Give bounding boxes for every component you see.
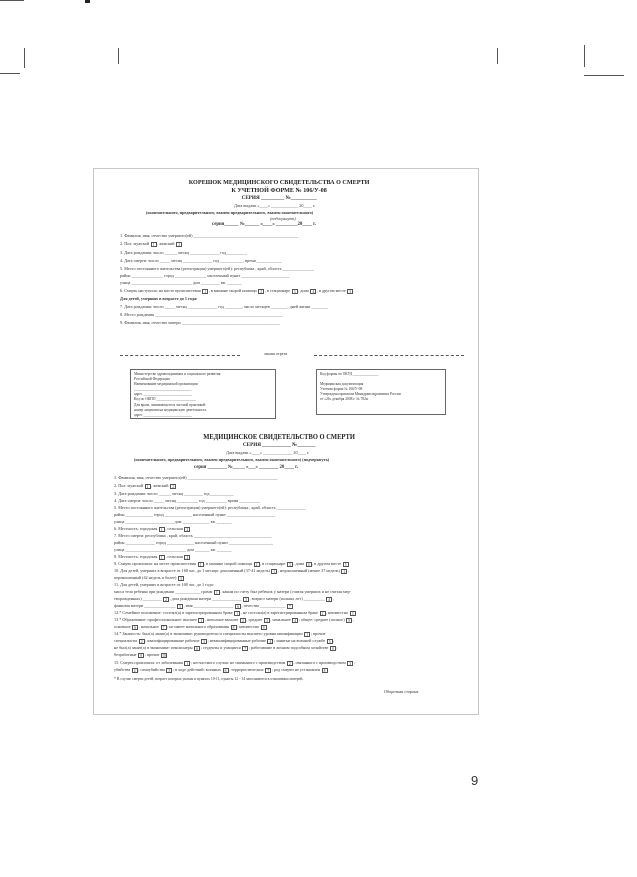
- main-line-14b: специалисты 2 ; квалифицированные рабочие 3 ; неквалифицированные рабочие 4 ; занятые на военной службе 5 ;: [114, 638, 335, 644]
- code-box: 2: [139, 639, 145, 644]
- main-line-5b: район _____________ город _____________ населенный пункт _______________________: [114, 512, 276, 517]
- code-box: 2: [170, 484, 176, 489]
- stamp-right-line: от «26» декабря 2008 г. № 782н: [320, 397, 368, 401]
- code-box: 4: [132, 668, 138, 673]
- stamp-left-line: адрес ___________________________: [134, 392, 192, 396]
- stamp-left-line: Министерство здравоохранения и социального развития: [134, 372, 221, 376]
- crop-mark-left-vertical: [24, 48, 25, 68]
- main-line-5: 5. Место постоянного жительства (регистрации) умершего(ей): республика , край, область ______________: [114, 505, 306, 510]
- stamp-right-line: Код формы по ОКУД ______________: [320, 372, 379, 376]
- code-box: 4: [310, 289, 316, 294]
- crop-mark-inner-left: [118, 48, 119, 64]
- code-box: 7: [287, 604, 293, 609]
- code-box: 1: [198, 618, 204, 623]
- stub-line-7: 7. Дата рождения: число _____ месяц ______________ год ________, число месяцев ________, дней жизни ________: [120, 304, 329, 309]
- crop-mark-top-left: [0, 0, 24, 1]
- crop-mark-inner-right: [497, 48, 498, 64]
- main-line-11c: творожденных) _________ 2 , дата рождения матери ______________ 3 , возраст матери (полных лет) __________ 4 ,: [114, 596, 334, 602]
- code-box: 3: [243, 597, 249, 602]
- code-box: 2: [176, 242, 182, 247]
- page-number: 9: [471, 773, 479, 788]
- stamp-left-line: адрес ___________________________: [134, 413, 192, 417]
- stamp-left-line: Для врача, занимающегося частной практикой:: [134, 403, 207, 407]
- stamp-left-line: Код по ОКПО ______________________: [134, 397, 196, 401]
- main-title: МЕДИЦИНСКОЕ СВИДЕТЕЛЬСТВО О СМЕРТИ: [203, 434, 355, 441]
- code-box: 1: [145, 484, 151, 489]
- code-box: 2: [163, 597, 169, 602]
- code-box: 1: [304, 632, 310, 637]
- stub-line-5: 5. Место постоянного жительства (регистрации) умершего(ей): республика , край, область _______________: [120, 266, 314, 271]
- code-box: 4: [326, 597, 332, 602]
- crop-mark-right: [584, 75, 624, 76]
- code-box: 1: [159, 527, 165, 532]
- stub-series: СЕРИЯ _________ №__________: [241, 195, 317, 201]
- code-box: 8: [322, 668, 328, 673]
- cut-line-right: [314, 355, 464, 356]
- main-line-14c: не был(а) занят(а) в экономике: пенсионеры 6 ; студенты и учащиеся 7 ; работавшие в личном подсобном хозяйстве 8 ;: [114, 645, 338, 651]
- crop-mark-top-center: [85, 0, 90, 3]
- stub-line-6: 6. Смерть наступила: на месте происшествия 1 , в машине скорой помощи 2 , в стационаре 3 , дома 4 , в другом месте 5: [120, 288, 354, 294]
- code-box: 1: [234, 611, 240, 616]
- stamp-left-line: ________________________________: [134, 387, 192, 391]
- code-box: 4: [292, 618, 298, 623]
- main-line-13b: основное 6 , начальное 7 ; не имеет начального образования 8 ; неизвестно 9: [114, 624, 267, 630]
- code-box: 5: [346, 618, 352, 623]
- stub-line-5b: район _______________ город _______________ населенный пункт _______________________: [120, 273, 290, 278]
- code-box: 8: [231, 625, 237, 630]
- code-box: 5: [347, 289, 353, 294]
- stamp-left-line: Российской Федерации: [134, 377, 170, 381]
- code-box: 1: [198, 562, 204, 567]
- stub-line-1: 1. Фамилия, имя, отчество умершего(ей) __________________________________________________: [120, 233, 299, 238]
- main-kind: (окончательного, предварительного, взамен предварительного, взамен окончательного) (подчеркнуть): [134, 457, 330, 462]
- stub-line-4: 4. Дата смерти: число _____ месяц ______________ год ___________, время ____________: [120, 258, 282, 263]
- code-box: 5: [166, 668, 172, 673]
- code-box: 3: [178, 576, 184, 581]
- code-box: 1: [202, 289, 208, 294]
- stub-line-2: 2. Пол: мужской 1 , женский 2: [120, 241, 183, 247]
- stub-line-8: 8. Место рождения _____________________________________________________________: [120, 312, 283, 317]
- main-line-7c: улица _____________________________ дом _______ кв. _______: [114, 547, 232, 552]
- main-line-7b: район ______________ город _____________ населенный пункт _____________________: [114, 540, 273, 545]
- main-line-11: 11. Для детей, умерших в возрасте от 168 час. до 1 года:: [114, 582, 214, 587]
- main-line-10: 10. Для детей, умерших в возрасте от 168 час. до 1 месяца: доношенный (37-41 недель) 1 , недоношенный (менее 37 недель) 2 ,: [114, 568, 349, 574]
- code-box: 3: [347, 661, 353, 666]
- main-line-6: 6. Местность: городская 1 , сельская 2: [114, 526, 191, 532]
- stub-line-3: 3. Дата рождения: число ______ месяц ______________ год__________: [120, 250, 247, 255]
- code-box: 3: [292, 289, 298, 294]
- stub-subtitle: К УЧЕТНОЙ ФОРМЕ № 106/У-08: [231, 187, 327, 194]
- code-box: 2: [254, 562, 260, 567]
- main-series: СЕРИЯ ___________ №_______: [242, 442, 316, 448]
- code-box: 10: [162, 653, 166, 658]
- stub-series-2: серия______ №______ «____» _________20____ г.: [212, 222, 316, 227]
- main-line-9: 9. Смерть произошла: на месте происшествия 1 , в машине скорой помощи 2 , в стационаре 3 , дома 4 , в другом месте 5: [114, 561, 349, 567]
- code-box: 6: [132, 625, 138, 630]
- stub-line-9: 9. Фамилия, имя, отчество матери _______________________________________________: [120, 320, 281, 325]
- main-line-12: 12.* Семейное положение: состоял(а) в зарегистрированном браке 1 , не состоял(а) в зарегистрированном браке 2 , неизвестно 3: [114, 610, 356, 616]
- code-box: 2: [341, 569, 347, 574]
- code-box: 5: [177, 604, 183, 609]
- stub-title: КОРЕШОК МЕДИЦИНСКОГО СВИДЕТЕЛЬСТВА О СМЕРТИ: [188, 179, 370, 186]
- code-box: 3: [264, 618, 270, 623]
- main-line-8: 8. Местность: городская 1 , сельская 2: [114, 554, 191, 560]
- code-box: 5: [343, 562, 349, 567]
- main-line-14: 14.* Занятость: был(а) занят(а) в экономике: руководители и специалисты высшего уровня квалификации 1 ; прочие: [114, 631, 326, 637]
- main-line-15b: убийства 4 ; самоубийства 5 ; в ходе действий: военных 6 , террористических 7 ; род смерти не установлен 8: [114, 667, 328, 673]
- crop-mark-right-vertical: [584, 45, 585, 67]
- code-box: 1: [214, 590, 220, 595]
- main-line-1: 1. Фамилия, имя, отчество умершего(ей) ___________________________________________: [114, 475, 278, 480]
- code-box: 9: [138, 653, 144, 658]
- main-line-13: 13.* Образование: профессиональное: высшее 1 , неполное высшее 2 , среднее 3 , начальное 4 ; общее: среднее (полное) 5 ,: [114, 617, 354, 623]
- main-series-2: серия ________ №_____ «___» ________ 20____ г.: [194, 465, 298, 470]
- stub-children-heading: Для детей, умерших в возрасте до 1 года:: [120, 296, 198, 301]
- code-box: 8: [330, 646, 336, 651]
- stub-line-5c: улица _____________________________ дом _________ кв. _______: [120, 280, 242, 285]
- code-box: 1: [271, 569, 277, 574]
- cut-line-label: линия отреза: [264, 351, 288, 356]
- stamp-right-line: Учетная форма № 106/У-08: [320, 387, 363, 391]
- cut-line-left: [120, 355, 240, 356]
- stamp-left-line: номер лицензии на медицинскую деятельность: [134, 408, 207, 412]
- code-box: 2: [287, 661, 293, 666]
- code-box: 7: [161, 625, 167, 630]
- code-box: 4: [306, 562, 312, 567]
- code-box: 5: [327, 639, 333, 644]
- main-issue-date: Дата выдачи «____» ______________ 20____ г.: [226, 450, 310, 455]
- code-box: 2: [240, 618, 246, 623]
- code-box: 3: [201, 639, 207, 644]
- code-box: 4: [267, 639, 273, 644]
- stub-kind-hint: (подчеркнуть): [270, 216, 296, 221]
- death-certificate-sheet: [93, 168, 479, 715]
- code-box: 2: [184, 527, 190, 532]
- code-box: 2: [184, 555, 190, 560]
- main-footnote: * В случае смерти детей, возраст которых указан в пунктах 10-11, пункты 12 - 14 заполняются в отношении матерей.: [114, 677, 304, 681]
- main-line-2: 2. Пол: мужской 1 , женский 2: [114, 483, 177, 489]
- code-box: 6: [194, 646, 200, 651]
- code-box: 3: [287, 562, 293, 567]
- code-box: 2: [258, 289, 264, 294]
- main-line-7: 7. Место смерти: республика , край, область _____________________________________: [114, 533, 272, 538]
- main-line-4: 4. Дата смерти: число _____ месяц __________ год __________ время __________: [114, 498, 261, 503]
- main-line-10b: переношенный (42 недель и более) 3: [114, 575, 184, 581]
- stamp-left-line: Наименование медицинской организации: [134, 382, 198, 386]
- code-box: 1: [151, 242, 157, 247]
- main-line-5c: улица _______________________ дом _____________ кв. _______: [114, 519, 232, 524]
- main-line-15: 15. Смерть произошла: от заболевания 1 ; несчастного случая: не связанного с производством 2 , связанного с производством 3 ;: [114, 660, 355, 666]
- main-line-11b: масса тела ребенка при рождении ____________ грамм 1 , каким по счету был ребенок у матери (считая умерших и не считая мер-: [114, 589, 352, 595]
- crop-mark-left: [0, 73, 20, 74]
- stub-kind: (окончательного, предварительного, взамен предварительного, взамен окончательного): [146, 210, 314, 215]
- code-box: 1: [159, 555, 165, 560]
- reverse-side-label: Оборотная сторона: [384, 689, 419, 694]
- organization-stamp-box: [130, 369, 276, 419]
- code-box: 7: [265, 668, 271, 673]
- code-box: 9: [261, 625, 267, 630]
- code-box: 2: [320, 611, 326, 616]
- code-box: 6: [235, 604, 241, 609]
- code-box: 7: [242, 646, 248, 651]
- code-box: 3: [350, 611, 356, 616]
- main-line-11d: фамилия матери _______________ 5 , имя ___________________ 6 , отчество ____________ 7: [114, 603, 293, 609]
- stamp-right-line: Медицинская документация: [320, 382, 364, 386]
- code-box: 1: [184, 661, 190, 666]
- form-code-stamp-box: [316, 369, 446, 415]
- main-line-14d: безработные 9 ; прочие 10: [114, 652, 166, 658]
- stub-issue-date: Дата выдачи «____» _____________ 20____ г.: [234, 203, 316, 208]
- code-box: 6: [223, 668, 229, 673]
- stamp-right-line: Утверждена приказом Минздравсоцразвития России: [320, 392, 401, 396]
- main-line-3: 3. Дата рождения: число ______ месяц _________ год ___________: [114, 491, 234, 496]
